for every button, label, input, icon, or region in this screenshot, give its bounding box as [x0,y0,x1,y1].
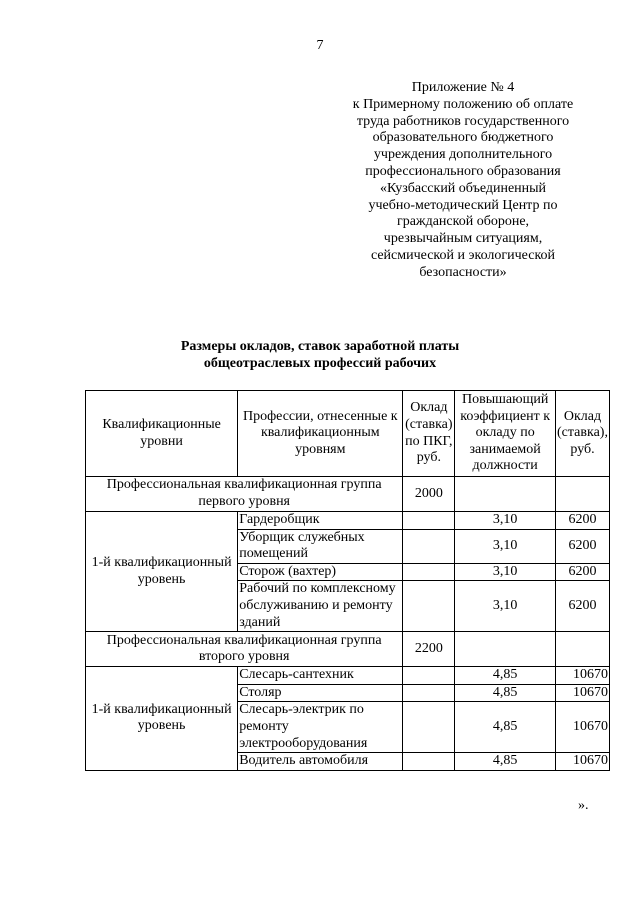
salary-cell: 6200 [556,529,610,563]
profession-cell: Столяр [238,684,403,702]
appendix-header [338,80,588,282]
appendix-line: Приложение № 4 [411,80,515,95]
header-pkg-salary: Оклад (ставка) по ПКГ, руб. [403,391,455,477]
empty-cell [403,667,455,685]
empty-cell [403,684,455,702]
coefficient-cell: 3,10 [455,581,556,632]
salary-cell: 10670 [556,684,610,702]
profession-cell: Слесарь-электрик по ремонту электрооборудования [238,702,403,753]
coefficient-cell: 3,10 [455,563,556,581]
empty-cell [403,581,455,632]
group-name: Профессиональная квалификационная группа второго уровня [86,632,403,667]
group-pkg-salary: 2000 [403,477,455,512]
title-line: Размеры окладов, ставок заработной платы [180,339,460,354]
title-line: общеотраслевых профессий рабочих [203,356,437,371]
appendix-line: «Кузбасский объединенный [379,180,547,196]
appendix-line: гражданской обороне, [396,214,530,230]
wage-table [85,390,610,771]
coefficient-cell: 4,85 [455,684,556,702]
empty-cell [403,753,455,771]
coefficient-cell: 4,85 [455,753,556,771]
profession-cell: Водитель автомобиля [238,753,403,771]
profession-cell: Уборщик служебных помещений [238,529,403,563]
appendix-line: труда работников государственного [356,113,570,129]
appendix-line: безопасности» [419,264,507,280]
group-row [86,632,610,667]
table-row [86,667,610,685]
profession-cell: Гардеробщик [238,512,403,530]
appendix-line: профессионального образования [365,163,561,179]
profession-cell: Сторож (вахтер) [238,563,403,581]
appendix-line: чрезвычайным ситуациям, [383,231,543,247]
salary-cell: 10670 [556,667,610,685]
coefficient-cell: 4,85 [455,702,556,753]
appendix-line: к Примерному положению об оплате [352,96,574,112]
salary-cell: 6200 [556,563,610,581]
profession-cell: Слесарь-сантехник [238,667,403,685]
appendix-line: учреждения дополнительного [373,147,553,163]
document-title [0,338,640,372]
empty-cell [403,529,455,563]
salary-cell: 6200 [556,512,610,530]
page-number: 7 [316,38,324,53]
salary-cell: 10670 [556,753,610,771]
qualification-level: 1-й квалификационный уровень [86,512,238,632]
header-level: Квалификационные уровни [86,391,238,477]
group-row [86,477,610,512]
coefficient-cell: 4,85 [455,667,556,685]
empty-cell [556,477,610,512]
empty-cell [403,702,455,753]
salary-cell: 10670 [556,702,610,753]
appendix-line: сейсмической и экологической [370,247,556,263]
empty-cell [455,477,556,512]
coefficient-cell: 3,10 [455,529,556,563]
appendix-line: образовательного бюджетного [372,130,554,146]
header-profession: Профессии, отнесенные к квалификационным уровням [238,391,403,477]
header-coefficient: Повышающий коэффициент к окладу по занимаемой должности [455,391,556,477]
empty-cell [556,632,610,667]
empty-cell [403,563,455,581]
closing-quote: ». [578,798,589,813]
header-salary: Оклад (ставка), руб. [556,391,610,477]
table-header-row [86,391,610,477]
group-name: Профессиональная квалификационная группа первого уровня [86,477,403,512]
salary-cell: 6200 [556,581,610,632]
qualification-level: 1-й квалификационный уровень [86,667,238,771]
profession-cell: Рабочий по комплексному обслуживанию и ремонту зданий [238,581,403,632]
group-pkg-salary: 2200 [403,632,455,667]
table-row [86,512,610,530]
appendix-line: учебно-методический Центр по [368,197,558,213]
empty-cell [403,512,455,530]
empty-cell [455,632,556,667]
coefficient-cell: 3,10 [455,512,556,530]
